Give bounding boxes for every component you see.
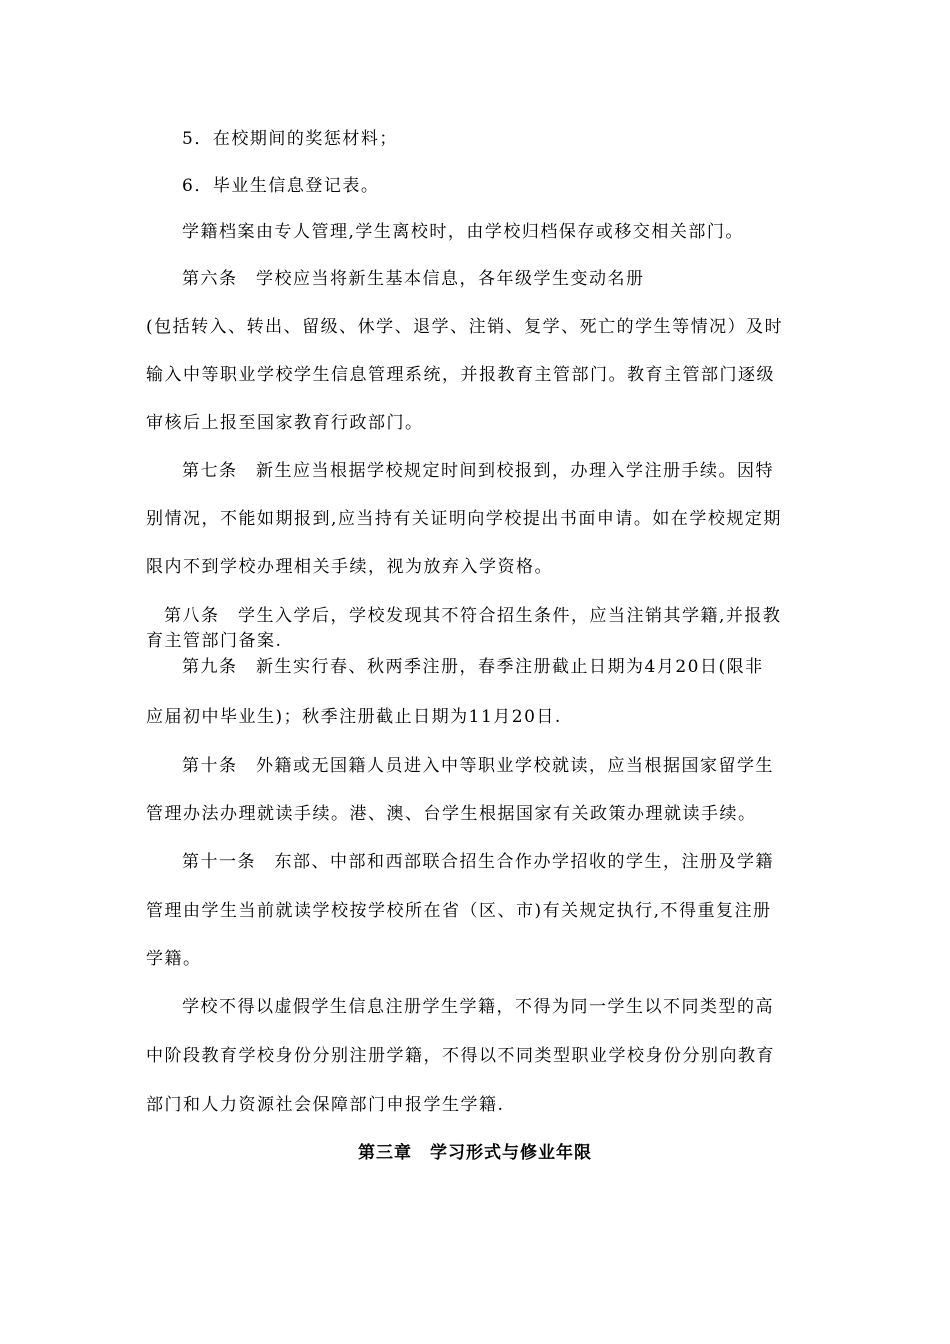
text-line: 第十条 外籍或无国籍人员进入中等职业学校就读，应当根据国家留学生 [182, 756, 774, 776]
text-line: 5．在校期间的奖惩材料； [182, 129, 398, 149]
text-line: 管理办法办理就读手续。港、澳、台学生根据国家有关政策办理就读手续。 [146, 804, 757, 824]
text-line: (包括转入、转出、留级、休学、退学、注销、复学、死亡的学生等情况）及时 [146, 317, 784, 337]
text-line: 第七条 新生应当根据学校规定时间到校报到，办理入学注册手续。因特 [182, 461, 774, 481]
text-line: 第十一条 东部、中部和西部联合招生合作办学招收的学生，注册及学籍 [182, 852, 774, 872]
text-line: 学籍。 [146, 949, 202, 969]
text-line: 限内不到学校办理相关手续，视为放弃入学资格。 [146, 557, 553, 577]
text-line: 第六条 学校应当将新生基本信息，各年级学生变动名册 [182, 269, 645, 289]
text-line: 6．毕业生信息登记表。 [182, 176, 380, 196]
text-line: 管理由学生当前就读学校按学校所在省（区、市)有关规定执行,不得重复注册 [146, 901, 772, 921]
text-line: 中阶段教育学校身份分别注册学籍，不得以不同类型职业学校身份分别向教育 [146, 1046, 775, 1066]
text-line: 学校不得以虚假学生信息注册学生学籍，不得为同一学生以不同类型的高 [182, 997, 774, 1017]
text-line: 应届初中毕业生)；秋季注册截止日期为11月20日. [146, 707, 562, 727]
text-line: 输入中等职业学校学生信息管理系统，并报教育主管部门。教育主管部门逐级 [146, 365, 775, 385]
text-line: 学籍档案由专人管理,学生离校时，由学校归档保存或移交相关部门。 [182, 222, 744, 242]
text-line: 部门和人力资源社会保障部门申报学生学籍. [146, 1095, 505, 1115]
text-line: 育主管部门备案. [146, 631, 283, 651]
text-line: 审核后上报至国家教育行政部门。 [146, 413, 424, 433]
chapter-heading: 第三章 学习形式与修业年限 [358, 1143, 592, 1163]
text-line: 别情况，不能如期报到,应当持有关证明向学校提出书面申请。如在学校规定期 [146, 509, 782, 529]
text-line: 第八条 学生入学后，学校发现其不符合招生条件，应当注销其学籍,并报教 [164, 606, 782, 626]
text-line: 第九条 新生实行春、秋两季注册，春季注册截止日期为4月20日(限非 [182, 657, 764, 677]
